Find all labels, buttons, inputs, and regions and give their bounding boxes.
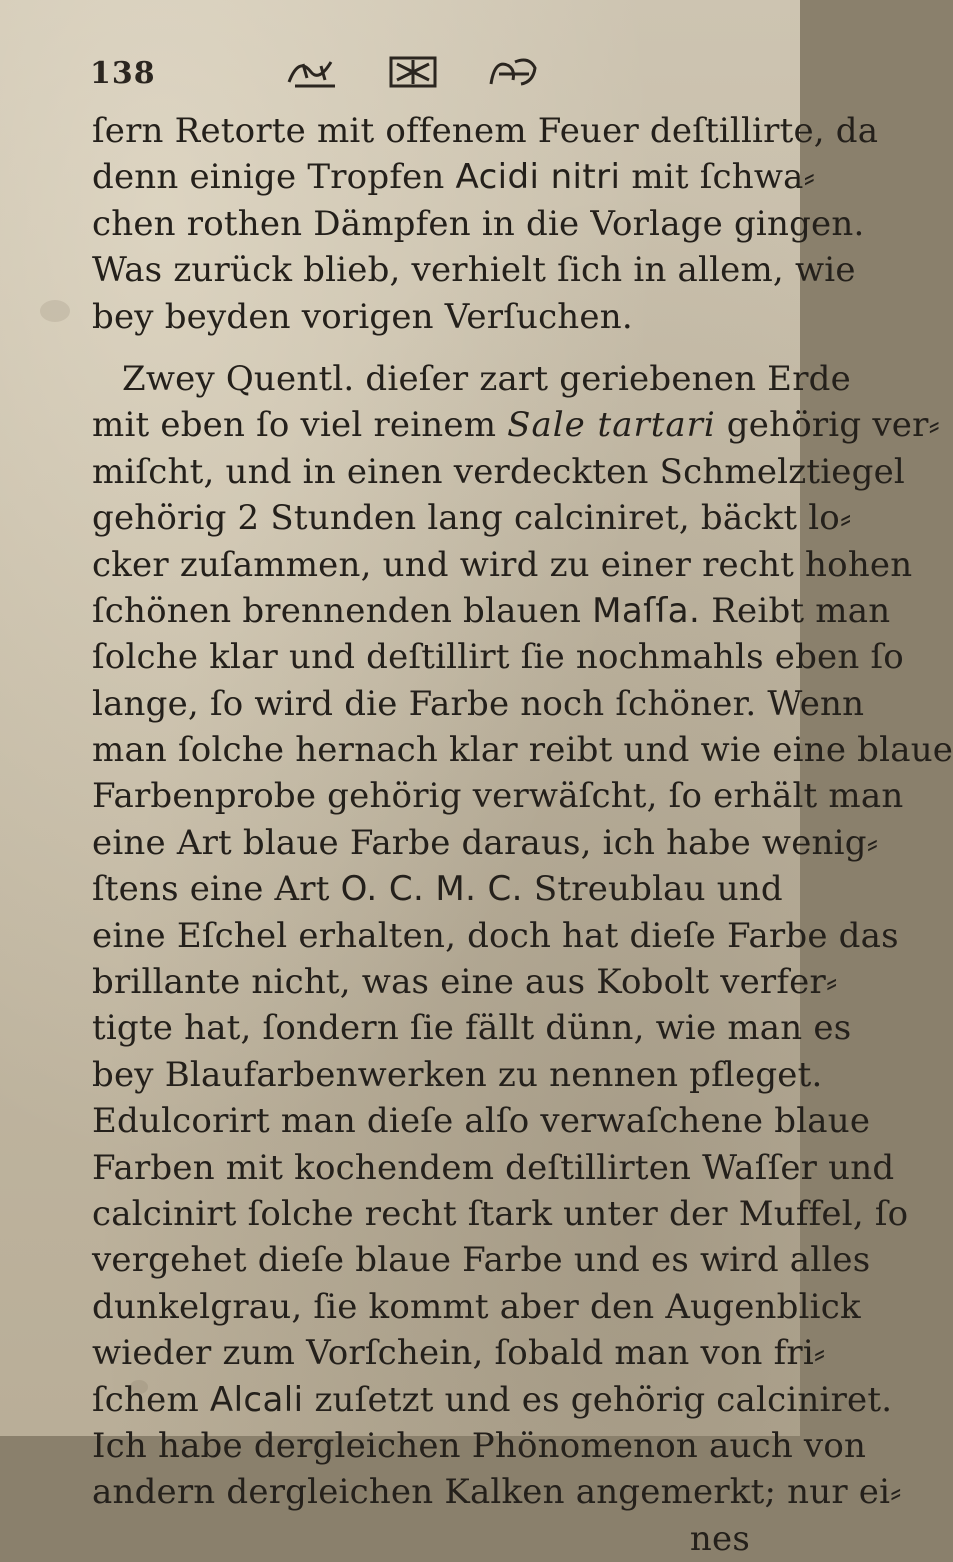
text-line: gehörig 2 Stunden lang calciniret, bäckt lo⸗ [92, 498, 852, 539]
ornament-left-icon [285, 52, 341, 92]
latin-phrase: Acidi nitri [455, 157, 621, 198]
paper-stain [40, 300, 70, 322]
text-line: calcinirt ſolche recht ſtark unter der Muffel, ſo [92, 1193, 909, 1234]
text-line: dunkelgrau, ſie kommt aber den Augenblick [92, 1286, 861, 1327]
text-line: chen rothen Dämpfen in die Vorlage gingen. [92, 203, 865, 244]
text-line: Farben mit kochendem deſtillirten Waſſer und [92, 1147, 895, 1188]
text-line: miſcht, und in einen verdeckten Schmelztiegel [92, 451, 905, 492]
latin-phrase: Alcali [209, 1379, 304, 1420]
ornament-right-icon [485, 52, 541, 92]
text-line: Zwey Quentl. dieſer zart geriebenen Erde [122, 358, 851, 399]
text-line: brillante nicht, was eine aus Kobolt verfer⸗ [92, 962, 838, 1003]
page-body [92, 108, 953, 1562]
text-line: wieder zum Vorſchein, ſobald man von fri⸗ [92, 1333, 826, 1374]
text-line: bey beyden vorigen Verſuchen. [92, 296, 633, 337]
text-line: andern dergleichen Kalken angemerkt; nur ei⸗ [92, 1472, 902, 1513]
text-line: cker zuſammen, und wird zu einer recht hohen [92, 544, 913, 585]
text-line: lange, ſo wird die Farbe noch ſchöner. Wenn [92, 683, 865, 724]
latin-phrase: O. C. M. C. [340, 869, 523, 910]
text-line: Edulcorirt man dieſe alſo verwaſchene blaue [92, 1101, 871, 1142]
text-line: ſolche klar und deſtillirt ſie nochmahls eben ſo [92, 637, 904, 678]
text-line: eine Eſchel erhalten, doch hat dieſe Farbe das [92, 915, 899, 956]
text-line: tigte hat, ſondern ſie fällt dünn, wie man es [92, 1008, 852, 1049]
text-line: Ich habe dergleichen Phönomenon auch von [92, 1425, 867, 1466]
text-line: Was zurück blieb, verhielt ſich in allem, wie [92, 250, 856, 291]
page-header [80, 48, 600, 104]
latin-phrase: Maſſa. [592, 590, 701, 631]
text-line: ſchönen brennenden blauen Maſſa. Reibt man [92, 590, 891, 631]
text-line: Farbenprobe gehörig verwäſcht, ſo erhält man [92, 776, 904, 817]
latin-phrase: Sale tartari [507, 405, 716, 446]
text-line: vergehet dieſe blaue Farbe und es wird alles [92, 1240, 871, 1281]
text-line: eine Art blaue Farbe daraus, ich habe wenig⸗ [92, 822, 879, 863]
page-number: 138 [90, 56, 156, 91]
text-line: ſchem Alcali zuſetzt und es gehörig calciniret. [92, 1379, 893, 1420]
text-line: bey Blaufarbenwerken zu nennen pfleget. [92, 1054, 823, 1095]
text-line: denn einige Tropfen Acidi nitri mit ſchwa⸗ [92, 157, 816, 198]
text-line: ſtens eine Art O. C. M. C. Streublau und [92, 869, 783, 910]
ornament-middle-icon [385, 52, 441, 92]
text-line: mit eben ſo viel reinem Sale tartari gehörig ver⸗ [92, 405, 941, 446]
text-line: ſern Retorte mit offenem Feuer deſtillirte, da [92, 111, 879, 151]
catchword: nes [689, 1518, 750, 1559]
text-line: man ſolche hernach klar reibt und wie eine blaue [92, 730, 953, 771]
